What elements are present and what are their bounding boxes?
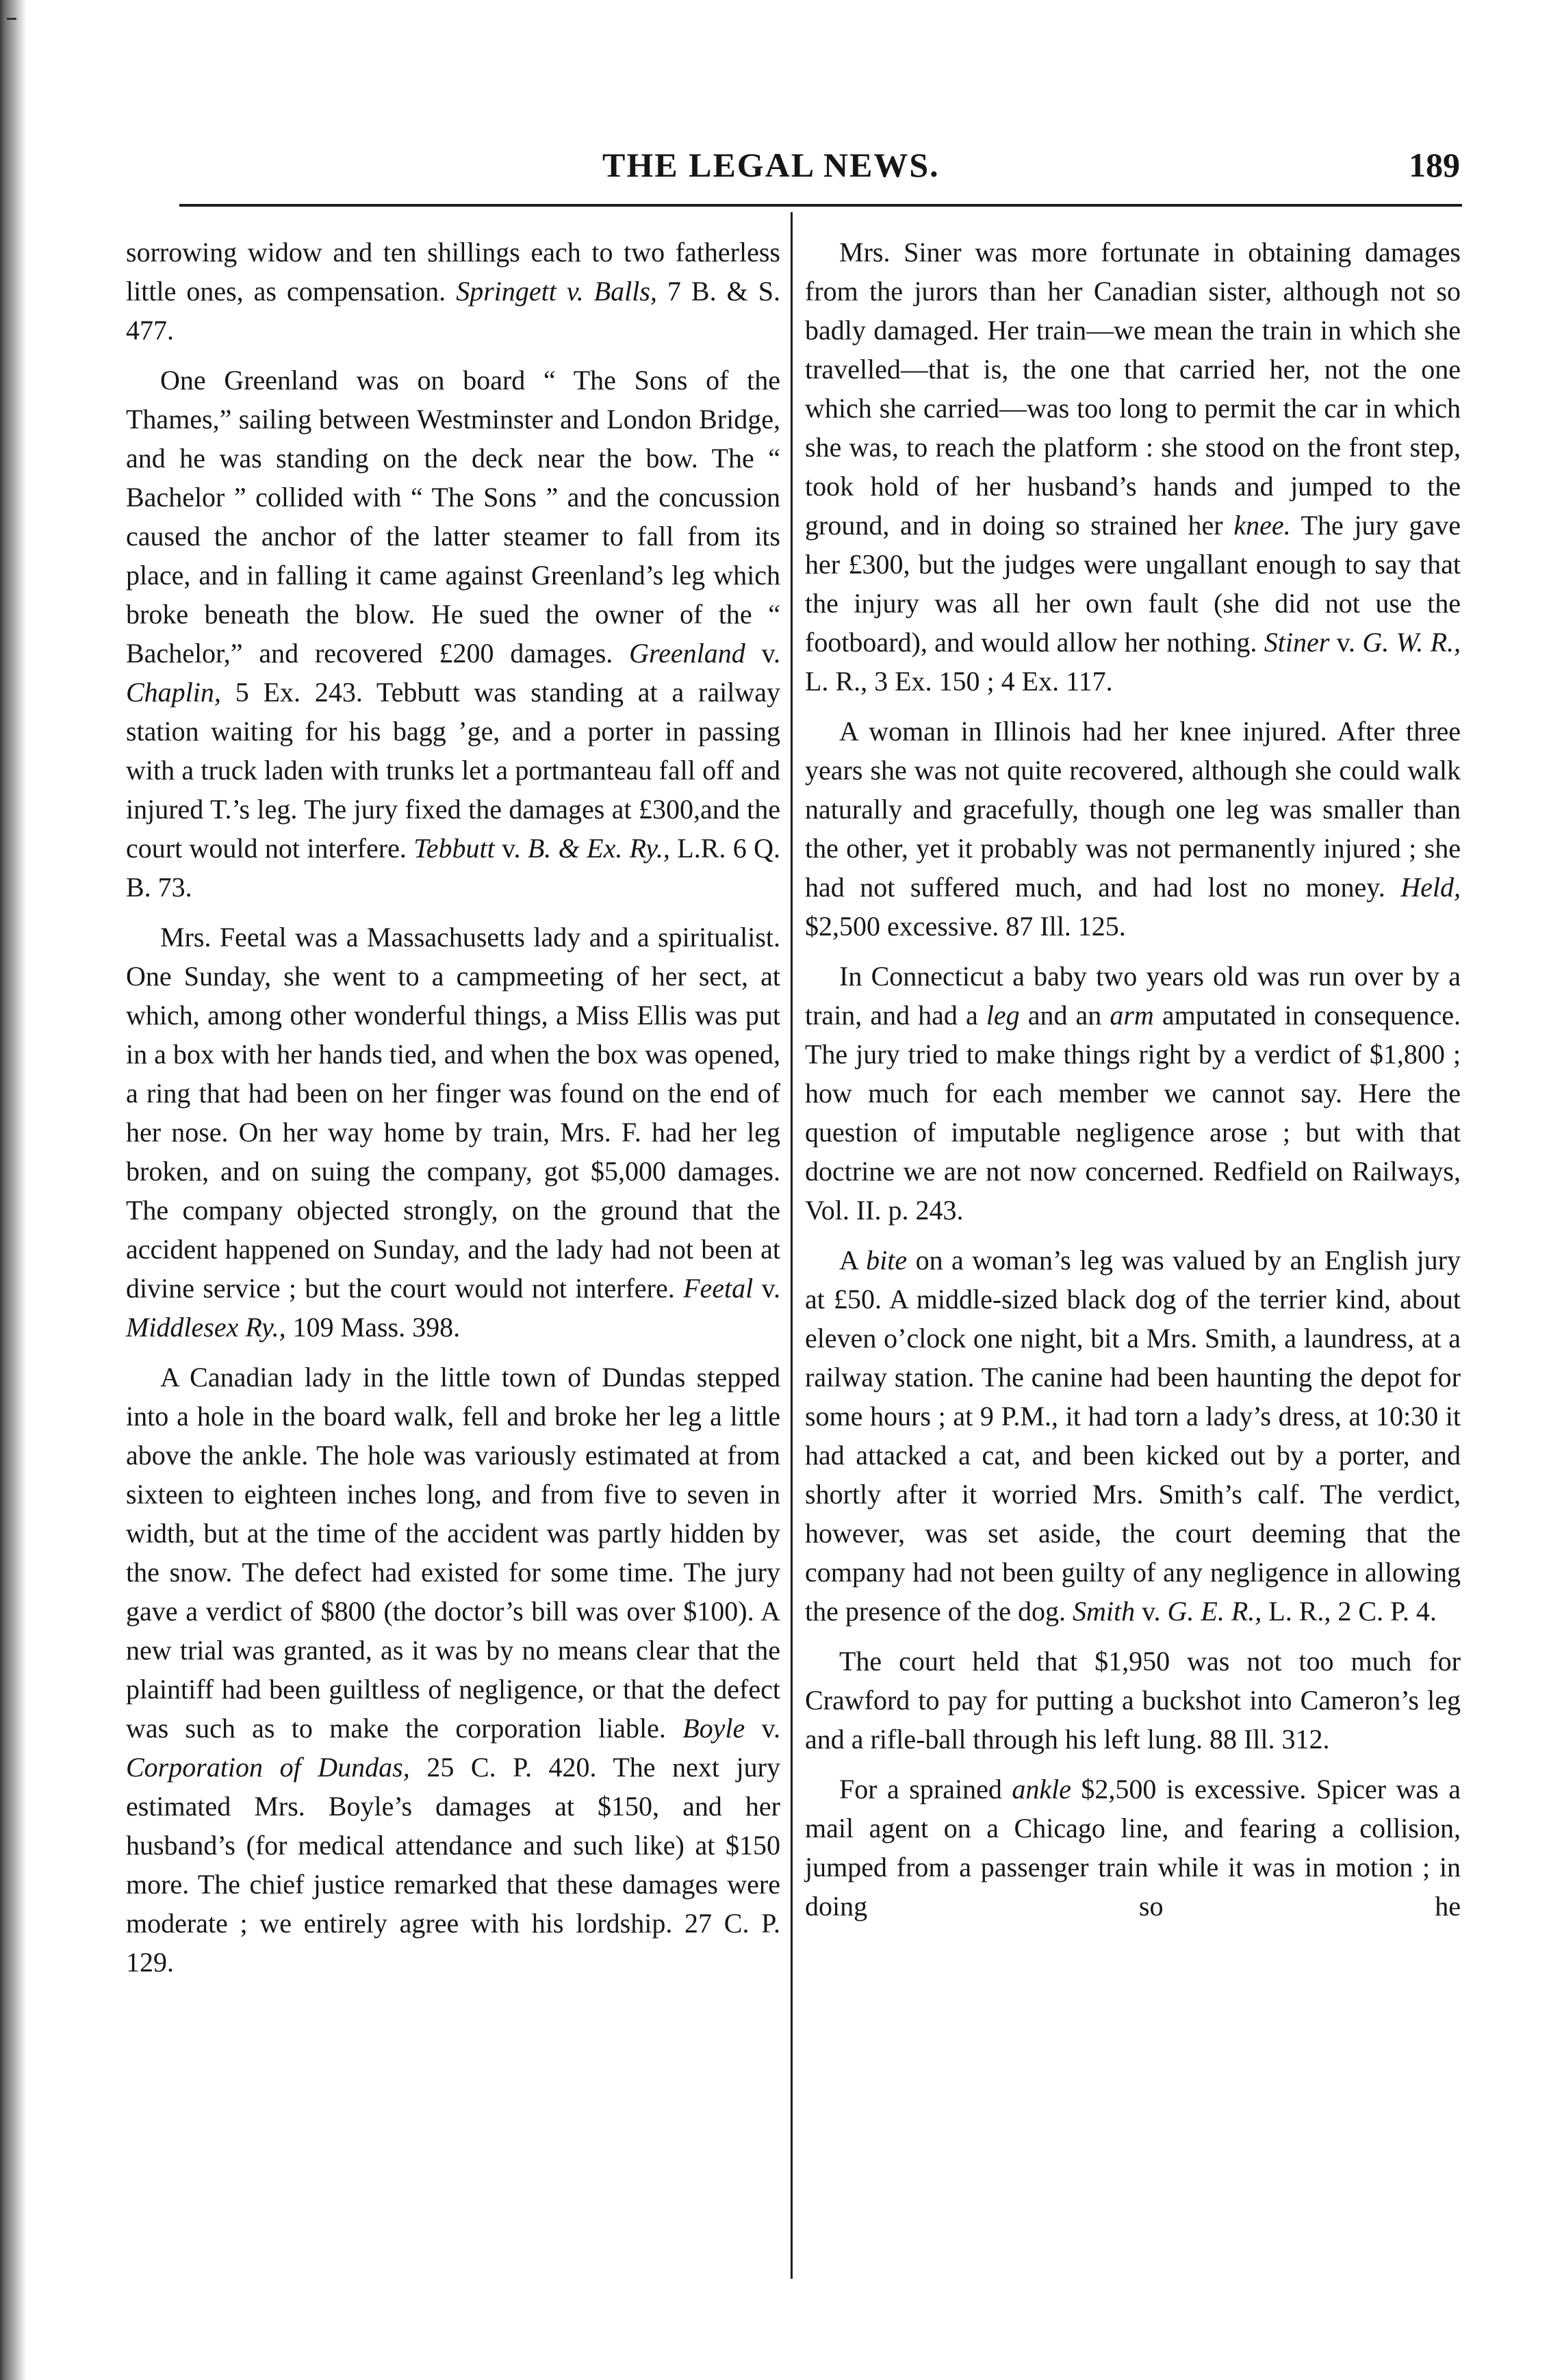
- page-edge-shadow: [0, 0, 27, 2380]
- text-run: L. R., 2 C. P. 4.: [1262, 1596, 1437, 1627]
- text-run: v.: [494, 833, 528, 864]
- text-run: 109 Mass. 398.: [285, 1312, 461, 1343]
- paragraph: [126, 233, 780, 350]
- text-run: Mrs. Siner was more fortunate in obtaining damages from the jurors than her Canadian sister, although not so badly damaged. Her train—we mean the train in which she travelled—that is, the one that carried her, not the one which she carried—was too long to permit the car in which she was, to reach the platform : she stood on the front step, took hold of her husband’s hands and jumped to the ground, and in doing so strained her: [805, 237, 1461, 541]
- text-run: v.: [1329, 627, 1363, 658]
- italic-citation: Feetal: [683, 1273, 754, 1304]
- italic-citation: ankle: [1012, 1774, 1071, 1805]
- paragraph: [805, 712, 1461, 946]
- paragraph: [805, 1241, 1461, 1631]
- text-run: v.: [1135, 1596, 1168, 1627]
- italic-citation: Held,: [1400, 872, 1461, 903]
- italic-citation: B. & Ex. Ry.,: [527, 833, 670, 864]
- text-run: v.: [745, 1713, 781, 1744]
- italic-citation: Chaplin,: [126, 677, 221, 708]
- text-run: and an: [1019, 1000, 1110, 1031]
- italic-citation: G. W. R.,: [1362, 627, 1461, 658]
- right-column: [805, 233, 1461, 1937]
- edge-mark: [7, 18, 16, 20]
- text-run: The jury gave her £300, but the judges were ungallant enough to say that the injury was all her own fault (she did not use the footboard), and would allow her nothing.: [805, 510, 1461, 658]
- paragraph: [805, 1642, 1461, 1759]
- paragraph: [805, 957, 1461, 1230]
- text-run: 5 Ex. 243. Tebbutt was standing at a railway station waiting for his bagg ’ge, and a porter in passing with a truck laden with trunks let a portmanteau fall off and injured T.’s leg. The jury fixed the damages at £300,and the court would not interfere.: [126, 677, 780, 864]
- text-run: $2,500 is excessive. Spicer was a mail agent on a Chicago line, and fearing a collision, jumped from a passenger train while it was in motion ; in doing so he: [805, 1774, 1461, 1922]
- italic-citation: Tebbutt: [413, 833, 495, 864]
- italic-citation: Springett v. Balls,: [456, 276, 657, 307]
- text-run: $2,500 excessive. 87 Ill. 125.: [805, 911, 1126, 942]
- text-run: The court held that $1,950 was not too much for Crawford to pay for putting a buckshot into Cameron’s leg and a rifle-ball through his left lung. 88 Ill. 312.: [805, 1646, 1461, 1755]
- italic-citation: arm: [1110, 1000, 1154, 1031]
- text-run: A woman in Illinois had her knee injured. After three years she was not quite recovered, although she could walk naturally and gracefully, though one leg was smaller than the other, yet it probably was not permanently injured ; she had not suffered much, and had lost no money.: [805, 716, 1461, 903]
- left-column: [126, 233, 780, 1993]
- italic-citation: leg: [986, 1000, 1020, 1031]
- page-title: THE LEGAL NEWS.: [602, 146, 940, 184]
- column-divider: [791, 212, 793, 2279]
- italic-citation: knee.: [1233, 510, 1291, 541]
- italic-citation: Stiner: [1264, 627, 1330, 658]
- text-run: For a sprained: [839, 1774, 1012, 1805]
- italic-citation: Corporation of Dundas,: [126, 1752, 410, 1783]
- text-run: amputated in consequence. The jury tried to make things right by a verdict of $1,800 ; how much for each member we cannot say. Here the question of imputable negligence arose ; but with that doctrine we are not now concerned. Redfield on Railways, Vol. II. p. 243.: [805, 1000, 1461, 1226]
- header-rule: [179, 204, 1462, 207]
- italic-citation: Boyle: [682, 1713, 745, 1744]
- italic-citation: bite: [866, 1245, 908, 1276]
- text-run: 25 C. P. 420. The next jury estimated Mrs. Boyle’s damages at $150, and her husband’s (for medical attendance and such like) at $150 more. The chief justice remarked that these damages were moderate ; we entirely agree with his lordship. 27 C. P. 129.: [126, 1752, 780, 1978]
- italic-citation: G. E. R.,: [1167, 1596, 1262, 1627]
- text-run: 7 B. & S. 477.: [126, 276, 780, 346]
- text-run: v.: [753, 1273, 781, 1304]
- text-run: sorrowing widow and ten shillings each to two fatherless little ones, as compensation.: [126, 237, 780, 307]
- paragraph: [805, 233, 1461, 701]
- page-number: 189: [1409, 146, 1460, 184]
- paragraph: [126, 1358, 780, 1982]
- italic-citation: Middlesex Ry.,: [126, 1312, 286, 1343]
- text-run: A Canadian lady in the little town of Dundas stepped into a hole in the board walk, fell and broke her leg a little above the ankle. The hole was variously estimated at from sixteen to eighteen inches long, and from five to seven in width, but at the time of the accident was partly hidden by the snow. The defect had existed for some time. The jury gave a verdict of $800 (the doctor’s bill was over $100). A new trial was granted, as it was by no means clear that the plaintiff had been guiltless of negligence, or that the defect was such as to make the corporation liable.: [126, 1362, 780, 1744]
- text-run: In Connecticut a baby two years old was run over by a train, and had a: [805, 961, 1461, 1031]
- text-run: v.: [745, 638, 780, 669]
- paragraph: [126, 361, 780, 907]
- italic-citation: Greenland: [629, 638, 745, 669]
- text-run: One Greenland was on board “ The Sons of the Thames,” sailing between Westminster and London Bridge, and he was standing on the deck near the bow. The “ Bachelor ” collided with “ The Sons ” and the concussion caused the anchor of the latter steamer to fall from its place, and in falling it came against Greenland’s leg which broke beneath the blow. He sued the owner of the “ Bachelor,” and recovered £200 damages.: [126, 365, 780, 669]
- text-run: L.R. 6 Q. B. 73.: [126, 833, 781, 903]
- paragraph: [805, 1770, 1461, 1926]
- text-run: Mrs. Feetal was a Massachusetts lady and a spiritualist. One Sunday, she went to a campmeeting of her sect, at which, among other wonderful things, a Miss Ellis was put in a box with her hands tied, and when the box was opened, a ring that had been on her finger was found on the end of her nose. On her way home by train, Mrs. F. had her leg broken, and on suing the company, got $5,000 damages. The company objected strongly, on the ground that the accident happened on Sunday, and the lady had not been at divine service ; but the court would not interfere.: [126, 922, 780, 1304]
- text-run: on a woman’s leg was valued by an English jury at £50. A middle-sized black dog of the terrier kind, about eleven o’clock one night, bit a Mrs. Smith, a laundress, at a railway station. The canine had been haunting the depot for some hours ; at 9 P.M., it had torn a lady’s dress, at 10:30 it had attacked a cat, and been kicked out by a porter, and shortly after it worried Mrs. Smith’s calf. The verdict, however, was set aside, the court deeming that the company had not been guilty of any negligence in allowing the presence of the dog.: [805, 1245, 1461, 1627]
- text-run: L. R., 3 Ex. 150 ; 4 Ex. 117.: [805, 666, 1113, 697]
- paragraph: [126, 918, 780, 1347]
- text-run: A: [839, 1245, 867, 1276]
- italic-citation: Smith: [1072, 1596, 1136, 1627]
